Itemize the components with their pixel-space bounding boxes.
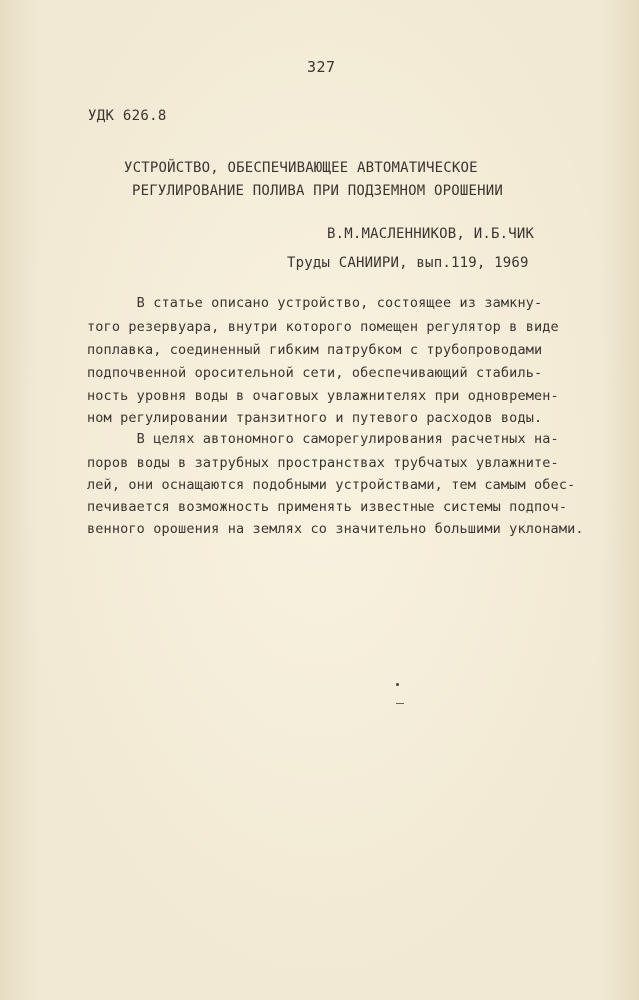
body-line: ность уровня воды в очаговых увлажнителях при одновремен-: [87, 388, 559, 404]
authors: В.М.МАСЛЕННИКОВ, И.Б.ЧИК: [327, 226, 535, 242]
body-line: В статье описано устройство, состоящее из замкну-: [87, 295, 543, 311]
source-citation: Труды САНИИРИ, вып.119, 1969: [287, 255, 529, 271]
body-line: подпочвенной оросительной сети, обеспечивающий стабиль-: [87, 365, 543, 381]
body-line: лей, они оснащаются подобными устройствами, тем самым обес-: [87, 477, 576, 493]
body-line: печивается возможность применять известные системы подпоч-: [87, 499, 568, 515]
ink-dash-mark: [396, 703, 404, 704]
body-line: В целях автономного саморегулирования расчетных на-: [87, 431, 559, 447]
page-number: 327: [307, 58, 336, 76]
title-line-1: УСТРОЙСТВО, ОБЕСПЕЧИВАЮЩЕЕ АВТОМАТИЧЕСКОЕ: [124, 160, 478, 176]
body-line: того резервуара, внутри которого помещен регулятор в виде: [87, 319, 559, 335]
body-line: поплавка, соединенный гибким патрубком с трубопроводами: [87, 342, 543, 358]
title-line-2: РЕГУЛИРОВАНИЕ ПОЛИВА ПРИ ПОДЗЕМНОМ ОРОШЕНИИ: [132, 183, 504, 199]
body-line: ном регулировании транзитного и путевого расходов воды.: [87, 410, 543, 426]
body-line: венного орошения на землях со значительно большими уклонами.: [87, 521, 584, 537]
udc-code: УДК 626.8: [88, 108, 167, 124]
ink-dot-mark: [396, 683, 399, 686]
body-line: поров воды в затрубных пространствах трубчатых увлажните-: [87, 455, 559, 471]
